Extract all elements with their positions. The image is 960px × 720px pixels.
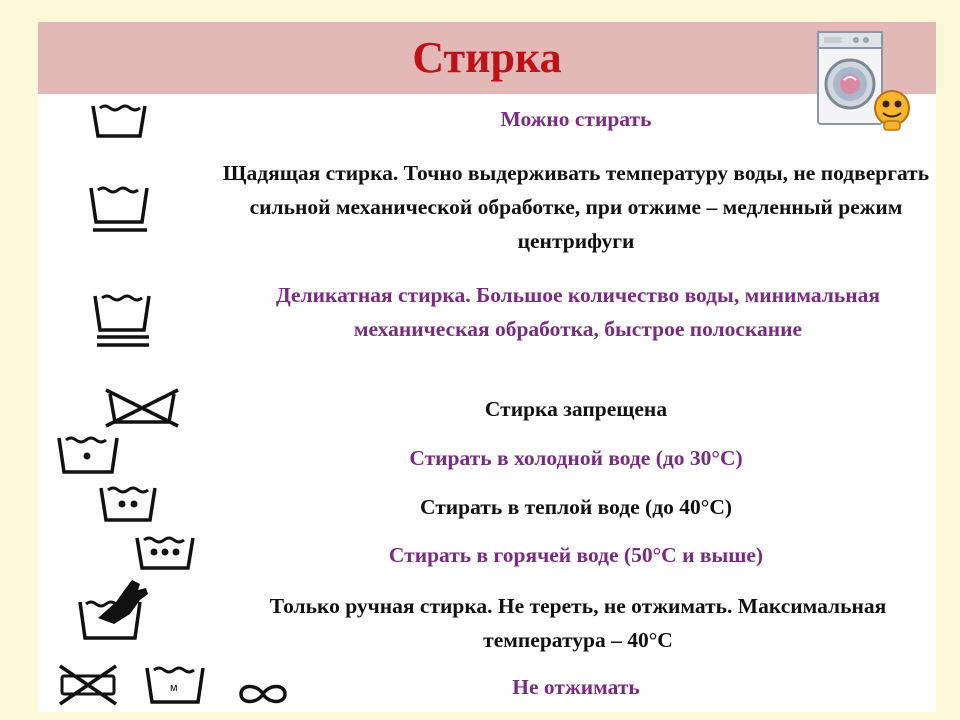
row-text-gentle-wash: Щадящая стирка. Точно выдерживать температуру воды, не подвергать сильной механической обработке, при отжиме – медленный режим центрифуги: [222, 161, 930, 253]
row-text-cold-water: Стирать в холодной воде (до 30°С): [409, 446, 743, 470]
hand-wash-icon: [76, 578, 156, 644]
row-text-can-wash: Можно стирать: [500, 107, 652, 131]
row-text-wash-forbidden: Стирка запрещена: [484, 397, 668, 421]
row-text-delicate-wash: Деликатная стирка. Большое количество воды, минимальная механическая обработка, быстрое полоскание: [275, 283, 881, 341]
no-wring-icon: [56, 662, 120, 708]
hot-water-icon: [134, 532, 198, 572]
wash-program-icon: [144, 662, 208, 708]
warm-water-icon: [98, 482, 160, 524]
slide: [38, 22, 936, 712]
cold-water-icon: [56, 432, 122, 478]
row-text-hot-water: Стирать в горячей воде (50°С и выше): [388, 543, 764, 567]
page-title: Стирка: [412, 33, 562, 82]
tub-mark-letter: м: [170, 682, 178, 694]
do-not-wash-icon: [102, 386, 182, 428]
row-text-warm-water: Стирать в теплой воде (до 40°С): [419, 495, 733, 519]
infinity-icon: [234, 682, 292, 706]
header-bar: [38, 22, 936, 94]
gentle-wash-icon: [88, 182, 152, 238]
row-text-hand-wash: Только ручная стирка. Не тереть, не отжимать. Максимальная температура – 40°С: [269, 594, 887, 652]
row-text-no-wring: Не отжимать: [512, 675, 640, 699]
wash-tub-icon: [90, 100, 150, 140]
delicate-wash-icon: [92, 290, 154, 352]
